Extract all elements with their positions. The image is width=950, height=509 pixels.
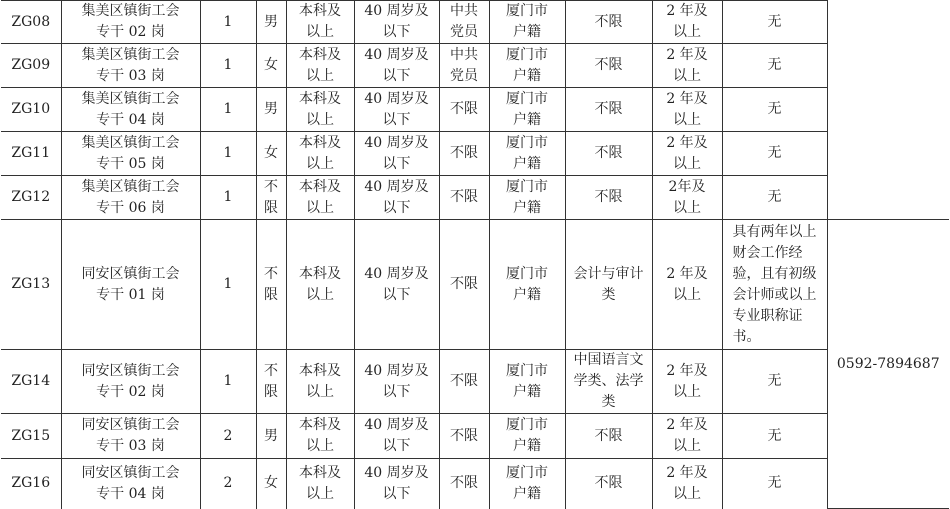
major-cell bbox=[565, 176, 652, 220]
headcount-cell bbox=[200, 220, 256, 350]
age-cell-text: 以下 bbox=[382, 485, 411, 502]
experience-cell bbox=[652, 350, 722, 414]
age-cell bbox=[354, 88, 439, 132]
gender-cell-text: 女 bbox=[264, 57, 278, 73]
gender-cell-text: 不限 bbox=[264, 265, 278, 303]
age-cell-text: 40 周岁及 bbox=[364, 90, 429, 107]
political-status-cell bbox=[439, 414, 489, 459]
political-status-cell bbox=[439, 1, 489, 44]
hukou-cell-text: 厦门市 bbox=[506, 178, 548, 195]
hukou-cell-text: 厦门市 bbox=[506, 90, 548, 107]
position-code-cell-text: ZG13 bbox=[11, 276, 51, 292]
experience-cell-text: 2 年及 bbox=[666, 265, 708, 282]
political-status-cell-text: 中共 bbox=[450, 46, 478, 63]
requirement-cell-text: 无 bbox=[767, 427, 782, 444]
age-cell bbox=[354, 1, 439, 44]
education-cell-text: 以上 bbox=[306, 155, 334, 172]
position-code-cell-text: ZG15 bbox=[11, 427, 51, 444]
hukou-cell bbox=[489, 459, 565, 509]
requirement-cell bbox=[722, 44, 827, 88]
political-status-cell bbox=[439, 88, 489, 132]
table-row bbox=[1, 88, 949, 132]
age-cell-text: 以下 bbox=[382, 67, 411, 84]
education-cell bbox=[286, 88, 354, 132]
table-body bbox=[1, 1, 949, 509]
age-cell bbox=[354, 350, 439, 414]
position-name-cell bbox=[61, 414, 200, 459]
experience-cell-text: 2 年及 bbox=[666, 3, 708, 19]
position-name-cell-text: 同安区镇街工会 bbox=[81, 464, 180, 481]
hukou-cell-text: 厦门市 bbox=[506, 134, 548, 151]
experience-cell-text: 2年及 bbox=[668, 178, 706, 195]
major-cell bbox=[565, 220, 652, 350]
age-cell bbox=[354, 459, 439, 509]
headcount-cell-text: 1 bbox=[223, 373, 233, 389]
experience-cell bbox=[652, 44, 722, 88]
hukou-cell-text: 厦门市 bbox=[506, 362, 548, 379]
political-status-cell bbox=[439, 132, 489, 176]
position-name-cell-text: 同安区镇街工会 bbox=[81, 265, 180, 282]
hukou-cell bbox=[489, 176, 565, 220]
requirement-cell-text: 无 bbox=[767, 475, 782, 492]
experience-cell-text: 以上 bbox=[673, 286, 701, 303]
table-row bbox=[1, 132, 949, 176]
table-row bbox=[1, 220, 949, 350]
education-cell-text: 本科及 bbox=[299, 464, 341, 481]
position-name-cell bbox=[61, 44, 200, 88]
education-cell-text: 本科及 bbox=[299, 3, 341, 19]
experience-cell bbox=[652, 176, 722, 220]
experience-cell-text: 以上 bbox=[673, 24, 701, 40]
position-name-cell bbox=[61, 220, 200, 350]
age-cell-text: 40 周岁及 bbox=[364, 3, 429, 19]
political-status-cell-text: 中共 bbox=[450, 3, 478, 19]
position-name-cell bbox=[61, 132, 200, 176]
age-cell-text: 40 周岁及 bbox=[364, 46, 429, 63]
position-code-cell bbox=[1, 414, 61, 459]
requirement-cell-text: 无 bbox=[767, 145, 782, 161]
education-cell bbox=[286, 176, 354, 220]
education-cell-text: 以上 bbox=[306, 67, 334, 84]
position-name-cell-text: 集美区镇街工会 bbox=[81, 3, 180, 19]
experience-cell-text: 以上 bbox=[673, 67, 701, 84]
requirement-cell bbox=[722, 88, 827, 132]
headcount-cell bbox=[200, 132, 256, 176]
age-cell bbox=[354, 176, 439, 220]
table-row bbox=[1, 414, 949, 459]
gender-cell-text: 女 bbox=[264, 475, 278, 492]
position-code-cell-text: ZG12 bbox=[11, 189, 51, 205]
gender-cell-text: 男 bbox=[264, 427, 278, 444]
position-code-cell bbox=[1, 220, 61, 350]
major-cell-text: 不限 bbox=[594, 427, 623, 444]
age-cell bbox=[354, 414, 439, 459]
position-name-cell-text: 专干 03 岗 bbox=[96, 438, 165, 454]
requirement-cell-text: 无 bbox=[767, 13, 782, 30]
age-cell-text: 40 周岁及 bbox=[364, 178, 429, 195]
education-cell bbox=[286, 350, 354, 414]
requirement-cell-text: 无 bbox=[767, 373, 782, 389]
position-name-cell-text: 集美区镇街工会 bbox=[81, 46, 180, 63]
political-status-cell-text: 党员 bbox=[450, 67, 478, 84]
age-cell-text: 以下 bbox=[382, 111, 411, 128]
major-cell-text: 会计与审计类 bbox=[573, 265, 644, 303]
hukou-cell-text: 户籍 bbox=[513, 67, 541, 84]
education-cell-text: 以上 bbox=[306, 24, 334, 40]
major-cell-text: 不限 bbox=[594, 189, 623, 205]
experience-cell bbox=[652, 414, 722, 459]
experience-cell-text: 2 年及 bbox=[666, 464, 708, 481]
political-status-cell-text: 不限 bbox=[450, 145, 478, 161]
table-row bbox=[1, 44, 949, 88]
political-status-cell bbox=[439, 220, 489, 350]
gender-cell bbox=[256, 176, 286, 220]
position-code-cell-text: ZG08 bbox=[11, 13, 51, 30]
education-cell bbox=[286, 414, 354, 459]
political-status-cell-text: 不限 bbox=[450, 427, 478, 444]
education-cell bbox=[286, 1, 354, 44]
education-cell bbox=[286, 220, 354, 350]
empty-cell bbox=[827, 88, 949, 132]
age-cell-text: 以下 bbox=[382, 438, 411, 454]
experience-cell-text: 2 年及 bbox=[666, 46, 708, 63]
position-name-cell-text: 专干 02 岗 bbox=[96, 383, 165, 400]
position-name-cell-text: 集美区镇街工会 bbox=[81, 134, 180, 151]
hukou-cell bbox=[489, 132, 565, 176]
experience-cell-text: 以上 bbox=[673, 485, 701, 502]
education-cell-text: 本科及 bbox=[299, 90, 341, 107]
political-status-cell bbox=[439, 44, 489, 88]
gender-cell bbox=[256, 44, 286, 88]
headcount-cell-text: 1 bbox=[223, 145, 233, 161]
major-cell bbox=[565, 44, 652, 88]
position-name-cell-text: 集美区镇街工会 bbox=[81, 178, 180, 195]
hukou-cell-text: 户籍 bbox=[513, 199, 541, 216]
hukou-cell-text: 户籍 bbox=[513, 111, 541, 128]
position-code-cell-text: ZG10 bbox=[11, 101, 51, 117]
age-cell-text: 40 周岁及 bbox=[364, 464, 429, 481]
age-cell-text: 以下 bbox=[382, 155, 411, 172]
hukou-cell bbox=[489, 414, 565, 459]
hukou-cell-text: 户籍 bbox=[513, 24, 541, 40]
experience-cell-text: 以上 bbox=[673, 438, 701, 454]
headcount-cell bbox=[200, 459, 256, 509]
experience-cell-text: 以上 bbox=[673, 383, 701, 400]
requirement-cell-text: 具有两年以上财会工作经验，且有初级会计师或以上专业职称证书。 bbox=[732, 223, 817, 345]
gender-cell-text: 不限 bbox=[264, 362, 278, 400]
political-status-cell bbox=[439, 459, 489, 509]
education-cell-text: 以上 bbox=[306, 199, 334, 216]
major-cell-text: 不限 bbox=[594, 57, 623, 73]
position-name-cell-text: 专干 02 岗 bbox=[96, 24, 165, 40]
hukou-cell-text: 户籍 bbox=[513, 438, 541, 454]
headcount-cell-text: 1 bbox=[223, 101, 233, 117]
gender-cell-text: 女 bbox=[264, 145, 278, 161]
position-code-cell bbox=[1, 88, 61, 132]
position-name-cell bbox=[61, 459, 200, 509]
table-row bbox=[1, 176, 949, 220]
experience-cell bbox=[652, 1, 722, 44]
education-cell bbox=[286, 44, 354, 88]
major-cell-text: 不限 bbox=[594, 101, 623, 117]
education-cell-text: 以上 bbox=[306, 111, 334, 128]
position-name-cell-text: 专干 04 岗 bbox=[96, 485, 165, 502]
gender-cell bbox=[256, 132, 286, 176]
headcount-cell-text: 1 bbox=[223, 13, 233, 30]
education-cell-text: 本科及 bbox=[299, 134, 341, 151]
age-cell-text: 40 周岁及 bbox=[364, 417, 429, 433]
requirement-cell-text: 无 bbox=[767, 57, 782, 73]
political-status-cell bbox=[439, 350, 489, 414]
requirement-cell-text: 无 bbox=[767, 189, 782, 205]
experience-cell-text: 以上 bbox=[673, 155, 701, 172]
political-status-cell-text: 不限 bbox=[450, 475, 478, 492]
requirement-cell bbox=[722, 176, 827, 220]
hukou-cell-text: 户籍 bbox=[513, 155, 541, 172]
gender-cell bbox=[256, 350, 286, 414]
table-row bbox=[1, 459, 949, 509]
position-code-cell-text: ZG14 bbox=[11, 373, 51, 389]
political-status-cell bbox=[439, 176, 489, 220]
major-cell bbox=[565, 1, 652, 44]
headcount-cell bbox=[200, 350, 256, 414]
education-cell-text: 本科及 bbox=[299, 178, 341, 195]
experience-cell bbox=[652, 459, 722, 509]
position-name-cell-text: 专干 01 岗 bbox=[96, 286, 165, 303]
headcount-cell-text: 1 bbox=[223, 276, 233, 292]
political-status-cell-text: 不限 bbox=[450, 101, 478, 117]
position-code-cell-text: ZG09 bbox=[11, 57, 51, 73]
age-cell-text: 以下 bbox=[382, 24, 411, 40]
education-cell-text: 本科及 bbox=[299, 417, 341, 433]
position-code-cell bbox=[1, 176, 61, 220]
position-name-cell-text: 专干 04 岗 bbox=[96, 111, 165, 128]
hukou-cell bbox=[489, 88, 565, 132]
major-cell-text: 不限 bbox=[594, 475, 623, 492]
hukou-cell bbox=[489, 1, 565, 44]
position-name-cell bbox=[61, 1, 200, 44]
requirement-cell bbox=[722, 220, 827, 350]
education-cell bbox=[286, 132, 354, 176]
hukou-cell-text: 厦门市 bbox=[506, 46, 548, 63]
major-cell bbox=[565, 459, 652, 509]
position-name-cell bbox=[61, 350, 200, 414]
headcount-cell-text: 1 bbox=[223, 57, 233, 73]
age-cell-text: 40 周岁及 bbox=[364, 265, 429, 282]
gender-cell bbox=[256, 220, 286, 350]
hukou-cell-text: 厦门市 bbox=[506, 417, 548, 433]
position-name-cell bbox=[61, 176, 200, 220]
political-status-cell-text: 不限 bbox=[450, 276, 478, 292]
headcount-cell bbox=[200, 44, 256, 88]
major-cell bbox=[565, 132, 652, 176]
position-code-cell-text: ZG16 bbox=[11, 475, 51, 492]
experience-cell bbox=[652, 88, 722, 132]
major-cell bbox=[565, 414, 652, 459]
position-code-cell bbox=[1, 44, 61, 88]
political-status-cell-text: 不限 bbox=[450, 189, 478, 205]
headcount-cell bbox=[200, 176, 256, 220]
position-code-cell bbox=[1, 1, 61, 44]
experience-cell-text: 以上 bbox=[673, 199, 701, 216]
experience-cell-text: 2 年及 bbox=[666, 362, 708, 379]
age-cell-text: 以下 bbox=[382, 199, 411, 216]
gender-cell bbox=[256, 88, 286, 132]
position-name-cell-text: 专干 03 岗 bbox=[96, 67, 165, 84]
hukou-cell-text: 户籍 bbox=[513, 286, 541, 303]
education-cell-text: 本科及 bbox=[299, 265, 341, 282]
contact-phone: 0592-7894687 bbox=[836, 355, 940, 372]
requirement-cell-text: 无 bbox=[767, 101, 782, 117]
requirement-cell bbox=[722, 1, 827, 44]
education-cell-text: 本科及 bbox=[299, 362, 341, 379]
position-code-cell bbox=[1, 350, 61, 414]
requirement-cell bbox=[722, 414, 827, 459]
experience-cell bbox=[652, 132, 722, 176]
experience-cell bbox=[652, 220, 722, 350]
position-name-cell-text: 专干 06 岗 bbox=[96, 199, 165, 216]
hukou-cell bbox=[489, 350, 565, 414]
experience-cell-text: 2 年及 bbox=[666, 417, 708, 433]
requirement-cell bbox=[722, 459, 827, 509]
position-name-cell-text: 同安区镇街工会 bbox=[81, 417, 180, 433]
experience-cell-text: 以上 bbox=[673, 111, 701, 128]
education-cell-text: 以上 bbox=[306, 286, 334, 303]
political-status-cell-text: 不限 bbox=[450, 373, 478, 389]
hukou-cell bbox=[489, 220, 565, 350]
gender-cell-text: 不限 bbox=[264, 178, 278, 216]
experience-cell-text: 2 年及 bbox=[666, 90, 708, 107]
headcount-cell-text: 2 bbox=[223, 475, 233, 492]
empty-cell bbox=[827, 1, 949, 44]
hukou-cell-text: 厦门市 bbox=[506, 464, 548, 481]
position-code-cell bbox=[1, 132, 61, 176]
major-cell bbox=[565, 350, 652, 414]
major-cell bbox=[565, 88, 652, 132]
empty-cell bbox=[827, 176, 949, 220]
job-positions-table bbox=[1, 0, 949, 509]
headcount-cell bbox=[200, 414, 256, 459]
position-code-cell-text: ZG11 bbox=[11, 145, 51, 161]
age-cell bbox=[354, 220, 439, 350]
experience-cell-text: 2 年及 bbox=[666, 134, 708, 151]
position-code-cell bbox=[1, 459, 61, 509]
education-cell-text: 本科及 bbox=[299, 46, 341, 63]
education-cell-text: 以上 bbox=[306, 383, 334, 400]
age-cell-text: 40 周岁及 bbox=[364, 134, 429, 151]
headcount-cell-text: 2 bbox=[223, 427, 233, 444]
headcount-cell bbox=[200, 1, 256, 44]
table-row bbox=[1, 1, 949, 44]
major-cell-text: 中国语言文学类、法学类 bbox=[573, 352, 644, 410]
hukou-cell-text: 户籍 bbox=[513, 485, 541, 502]
hukou-cell-text: 厦门市 bbox=[506, 3, 548, 19]
gender-cell bbox=[256, 459, 286, 509]
education-cell-text: 以上 bbox=[306, 485, 334, 502]
empty-cell bbox=[827, 132, 949, 176]
gender-cell bbox=[256, 414, 286, 459]
headcount-cell-text: 1 bbox=[223, 189, 233, 205]
hukou-cell-text: 户籍 bbox=[513, 383, 541, 400]
empty-cell bbox=[827, 44, 949, 88]
position-name-cell bbox=[61, 88, 200, 132]
hukou-cell bbox=[489, 44, 565, 88]
position-name-cell-text: 集美区镇街工会 bbox=[81, 90, 180, 107]
requirement-cell bbox=[722, 350, 827, 414]
headcount-cell bbox=[200, 88, 256, 132]
age-cell-text: 以下 bbox=[382, 286, 411, 303]
major-cell-text: 不限 bbox=[594, 13, 623, 30]
age-cell bbox=[354, 44, 439, 88]
major-cell-text: 不限 bbox=[594, 145, 623, 161]
education-cell-text: 以上 bbox=[306, 438, 334, 454]
gender-cell bbox=[256, 1, 286, 44]
gender-cell-text: 男 bbox=[264, 101, 278, 117]
gender-cell-text: 男 bbox=[264, 13, 278, 30]
age-cell bbox=[354, 132, 439, 176]
age-cell-text: 40 周岁及 bbox=[364, 362, 429, 379]
contact-phone-cell bbox=[827, 220, 949, 509]
age-cell-text: 以下 bbox=[382, 383, 411, 400]
political-status-cell-text: 党员 bbox=[450, 24, 478, 40]
table-row bbox=[1, 350, 949, 414]
requirement-cell bbox=[722, 132, 827, 176]
position-name-cell-text: 同安区镇街工会 bbox=[81, 362, 180, 379]
education-cell bbox=[286, 459, 354, 509]
position-name-cell-text: 专干 05 岗 bbox=[96, 155, 165, 172]
hukou-cell-text: 厦门市 bbox=[506, 265, 548, 282]
